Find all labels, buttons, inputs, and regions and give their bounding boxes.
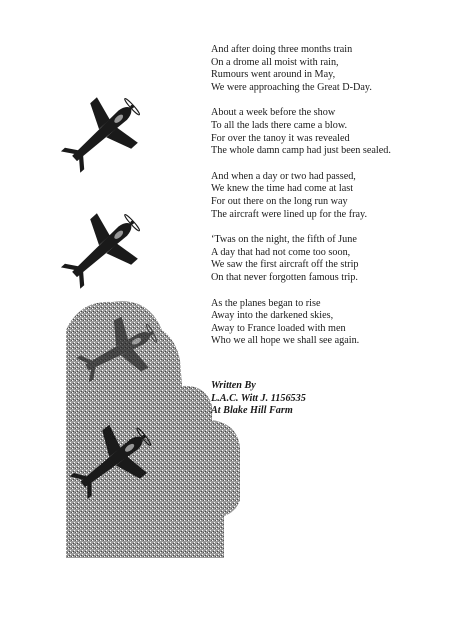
poem-line: We were approaching the Great D-Day.: [211, 81, 372, 93]
signature-written-by: Written By: [211, 380, 256, 391]
stanza-1: [211, 44, 446, 94]
signature-block: [211, 380, 446, 418]
signature-author: L.A.C. Witt J. 1156535: [211, 392, 306, 404]
poem-line: Who we all hope we shall see again.: [211, 335, 360, 347]
poem-line: We knew the time had come at last: [211, 183, 354, 195]
poem-line: To all the lads there came a blow.: [211, 119, 348, 131]
poem-line: As the planes began to rise: [211, 297, 321, 309]
poem-line: We saw the first aircraft off the strip: [211, 259, 359, 271]
poem-line: On that never forgotten famous trip.: [211, 271, 358, 283]
poem-line: ‘Twas on the night, the fifth of June: [211, 234, 357, 246]
poem-line: For out there on the long run way: [211, 195, 348, 207]
poem-line: The whole damn camp had just been sealed.: [211, 145, 391, 157]
poem-line: The aircraft were lined up for the fray.: [211, 208, 368, 220]
stanza-3: [211, 171, 446, 221]
poem-line: On a drome all moist with rain,: [211, 56, 339, 68]
airplane-icon-2: [50, 199, 154, 301]
poem-line: For over the tanoy it was revealed: [211, 132, 350, 144]
poem-text: [211, 44, 446, 361]
airplane-icon-1: [50, 83, 154, 185]
stanza-2: [211, 107, 446, 157]
poem-line: And when a day or two had passed,: [211, 170, 356, 182]
stanza-4: [211, 234, 446, 284]
signature-location: At Blake Hill Farm: [211, 405, 293, 417]
poem-line: About a week before the show: [211, 107, 336, 119]
poem-line: Rumours went around in May,: [211, 69, 336, 81]
poem-line: Away to France loaded with men: [211, 322, 346, 334]
poem-line: And after doing three months train: [211, 44, 353, 55]
poem-line: A day that had not come too soon,: [211, 246, 351, 258]
stanza-5: [211, 298, 446, 348]
poem-line: Away into the darkened skies,: [211, 310, 334, 322]
